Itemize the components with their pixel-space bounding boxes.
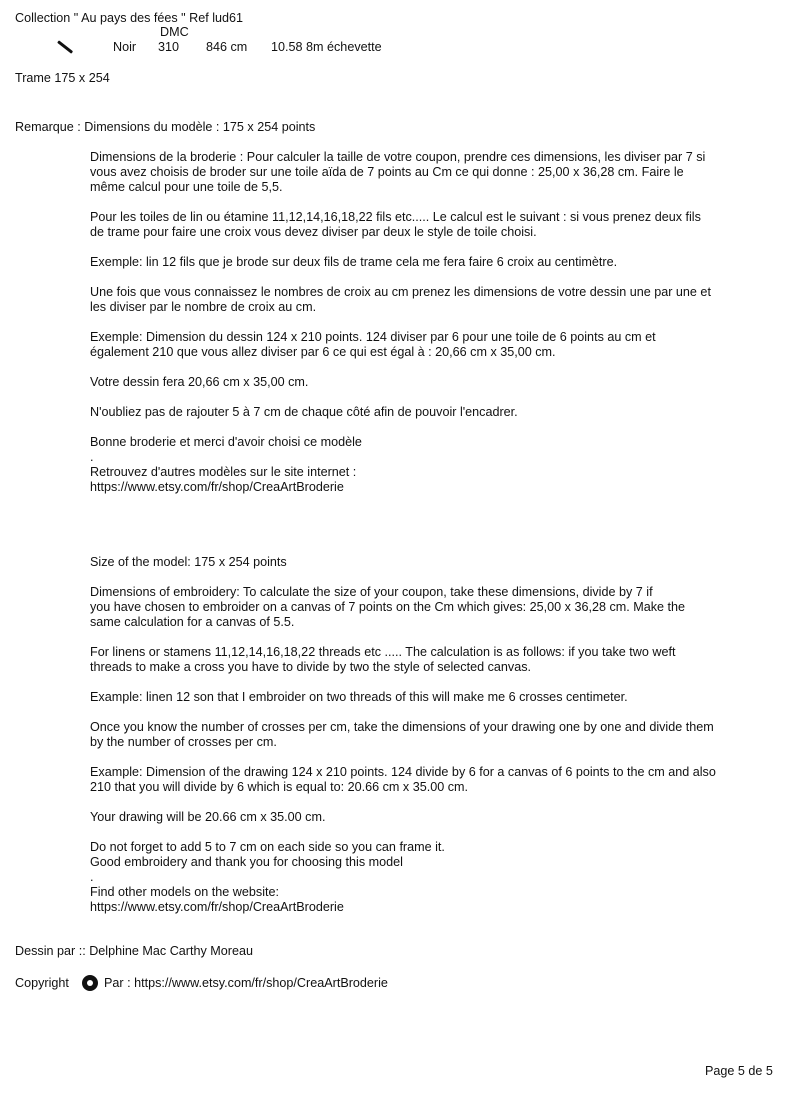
paragraph: Exemple: Dimension du dessin 124 x 210 points. 124 diviser par 6 pour une toile de 6 points au cm et également 210 que vous allez diviser par 6 ce qui est égal à : 20,66 cm x 35,00 cm. xyxy=(90,330,656,359)
paragraph: Once you know the number of crosses per cm, take the dimensions of your drawing one by one and divide them by the number of crosses per cm. xyxy=(90,720,714,749)
paragraph: Une fois que vous connaissez le nombres de croix au cm prenez les dimensions de votre dessin une par une et les diviser par le nombre de croix au cm. xyxy=(90,285,711,314)
paragraph: Bonne broderie et merci d'avoir choisi ce modèle . Retrouvez d'autres modèles sur le site internet : https://www.etsy.com/fr/shop/CreaArtBroderie xyxy=(90,435,780,495)
page-number: Page 5 de 5 xyxy=(705,1064,773,1078)
paragraph: Example: Dimension of the drawing 124 x 210 points. 124 divide by 6 for a canvas of 6 points to the cm and also 210 that you will divide by 6 which is equal to: 20.66 cm x 35.00 cm. xyxy=(90,765,716,794)
designer-credit: Dessin par :: Delphine Mac Carthy Moreau xyxy=(15,944,253,958)
paragraph: Dimensions de la broderie : Pour calculer la taille de votre coupon, prendre ces dimensions, les diviser par 7 si vous avez choisis de broder sur une toile aïda de 7 points au Cm ce qui donne : 25,00 x 36,28 cm. Faire le même calcul pour une toile de 5,5. xyxy=(90,150,706,194)
shop-link[interactable]: https://www.etsy.com/fr/shop/CreaArtBroderie xyxy=(90,480,344,494)
paragraph: Example: linen 12 son that I embroider on two threads of this will make me 6 crosses centimeter. xyxy=(90,690,628,704)
paragraph: Exemple: lin 12 fils que je brode sur deux fils de trame cela me fera faire 6 croix au centimètre. xyxy=(90,255,618,269)
collection-title: Collection " Au pays des fées " Ref lud61 xyxy=(15,11,244,25)
copyright-icon xyxy=(82,975,98,991)
trame-size: Trame 175 x 254 xyxy=(15,71,110,85)
paragraph: Size of the model: 175 x 254 points xyxy=(90,555,287,569)
paragraph: Your drawing will be 20.66 cm x 35.00 cm. xyxy=(90,810,326,824)
remarque-heading: Remarque : Dimensions du modèle : 175 x 254 points xyxy=(15,120,316,134)
french-notes xyxy=(90,150,780,510)
copyright-label: Copyright xyxy=(15,976,69,990)
paragraph: Do not forget to add 5 to 7 cm on each side so you can frame it. Good embroidery and thank you for choosing this model . Find other models on the website: https://www.etsy.com/fr/shop/CreaArtBroderie xyxy=(90,840,780,915)
english-notes xyxy=(90,555,780,930)
thread-color: Noir xyxy=(113,40,137,54)
dmc-label: DMC xyxy=(160,25,189,39)
shop-link[interactable]: https://www.etsy.com/fr/shop/CreaArtBroderie xyxy=(90,900,344,914)
paragraph: Votre dessin fera 20,66 cm x 35,00 cm. xyxy=(90,375,309,389)
paragraph: For linens or stamens 11,12,14,16,18,22 threads etc ..... The calculation is as follows: if you take two weft threads to make a cross you have to divide by two the style of selected canvas. xyxy=(90,645,676,674)
thread-length: 846 cm xyxy=(206,40,248,54)
paragraph: N'oubliez pas de rajouter 5 à 7 cm de chaque côté afin de pouvoir l'encadrer. xyxy=(90,405,518,419)
copyright-link[interactable]: Par : https://www.etsy.com/fr/shop/CreaArtBroderie xyxy=(104,976,388,990)
needle-icon xyxy=(57,40,73,53)
paragraph: Pour les toiles de lin ou étamine 11,12,14,16,18,22 fils etc..... Le calcul est le suivant : si vous prenez deux fils de trame pour faire une croix vous devez diviser par deux le style de toile choisi. xyxy=(90,210,701,239)
thread-number: 310 xyxy=(158,40,180,54)
thread-skeins: 10.58 8m échevette xyxy=(271,40,382,54)
paragraph: Dimensions of embroidery: To calculate the size of your coupon, take these dimensions, divide by 7 if you have chosen to embroider on a canvas of 7 points on the Cm which gives: 25,00 x 36,28 cm. Make the same calculation for a canvas of 5.5. xyxy=(90,585,686,629)
